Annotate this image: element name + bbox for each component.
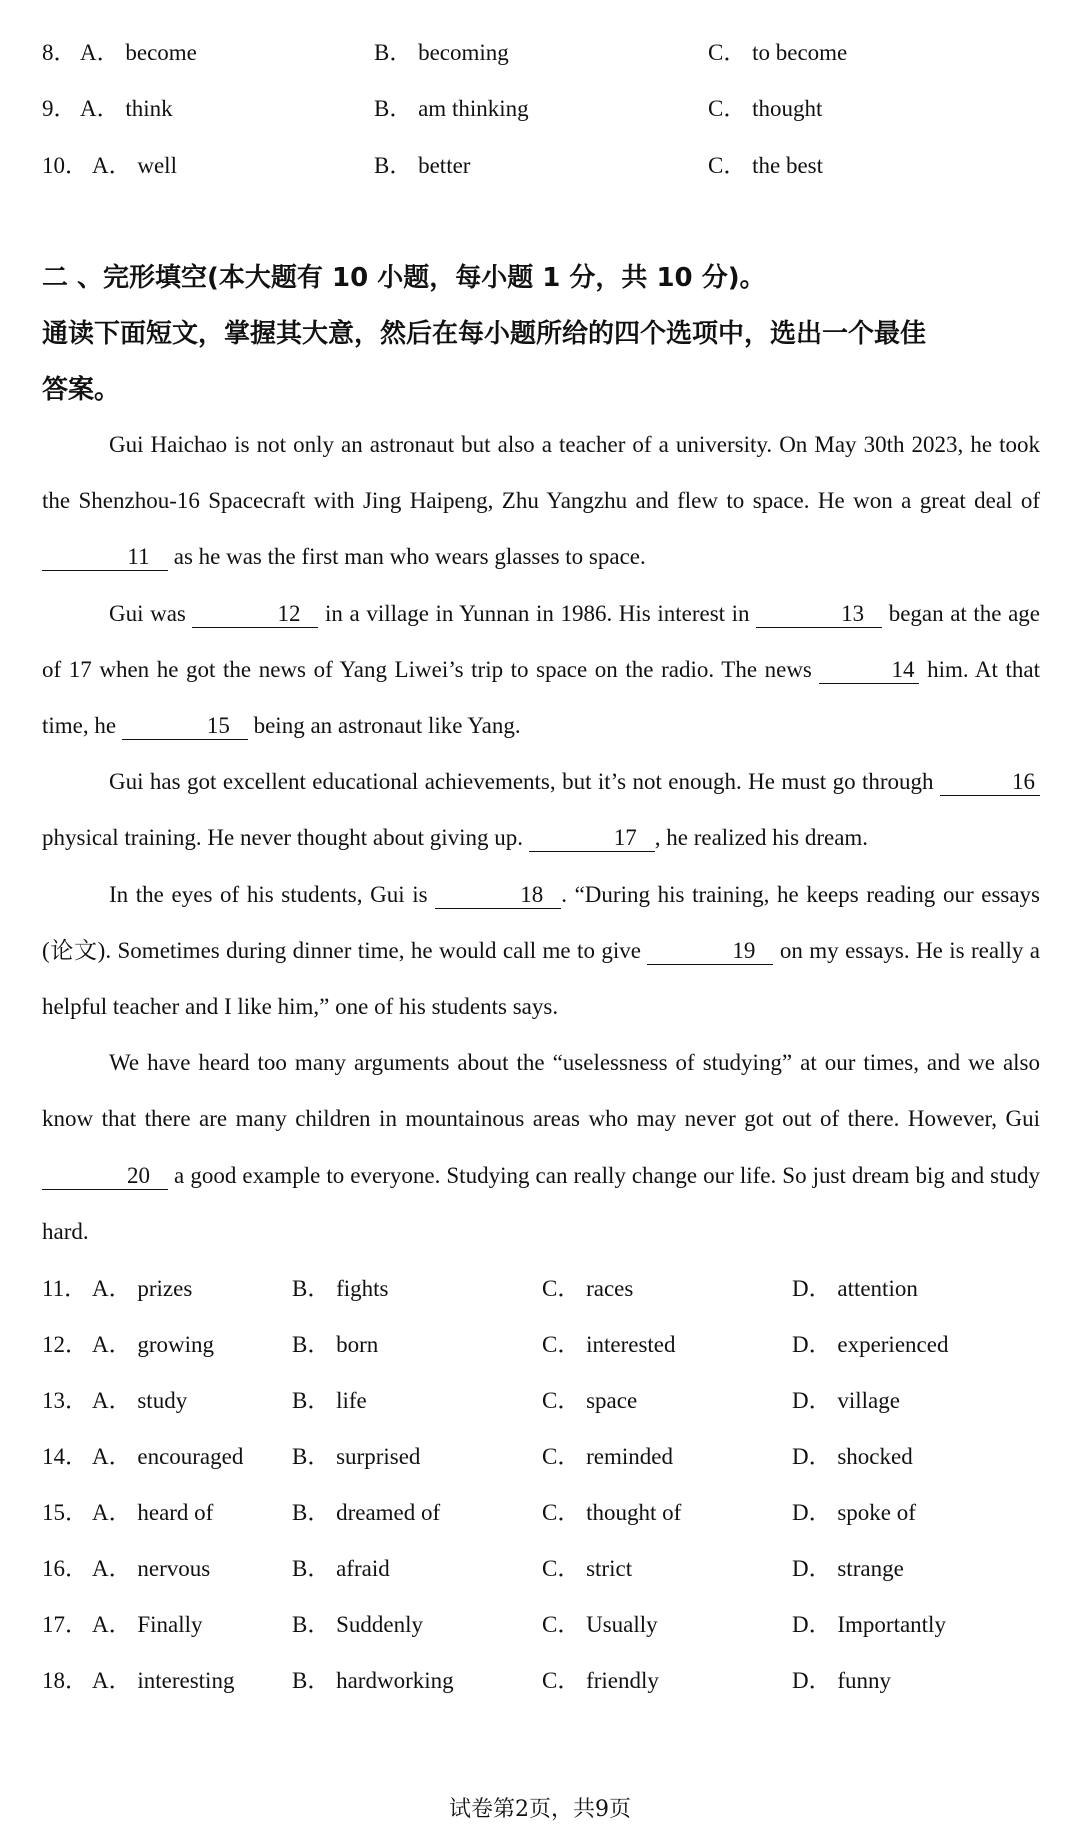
instruction-line-1: 通读下面短文，掌握其大意，然后在每小题所给的四个选项中，选出一个最佳	[42, 319, 927, 349]
page-footer: 试卷第2页，共9页	[449, 1797, 631, 1822]
question-number: 8．	[42, 40, 77, 65]
blank-12: 12	[192, 601, 318, 628]
paragraph-5	[42, 1035, 1040, 1260]
section-instruction	[42, 306, 1042, 418]
option-a: A． interesting	[92, 1668, 235, 1693]
passage-text: began at the age of 17 when he got the news of Yang Liwei’s trip to space on the radio. The news	[42, 600, 1040, 682]
option-a: A． study	[92, 1388, 188, 1413]
option-c: C． races	[542, 1276, 634, 1301]
blank-13: 13	[756, 601, 882, 628]
option-b: B． afraid	[292, 1556, 390, 1581]
option-c: C． the best	[708, 153, 823, 178]
option-c: C． strict	[542, 1556, 633, 1581]
option-c: C． friendly	[542, 1668, 659, 1693]
option-b: B． dreamed of	[292, 1500, 441, 1525]
instruction-line-2: 答案。	[42, 375, 121, 405]
question-number: 13．	[42, 1388, 88, 1413]
paragraph-1	[42, 417, 1040, 586]
question-number: 16．	[42, 1556, 88, 1581]
option-c: C． Usually	[542, 1612, 658, 1637]
option-a: A． Finally	[92, 1612, 203, 1637]
option-c: C． space	[542, 1388, 638, 1413]
paragraph-2	[42, 586, 1040, 755]
option-d: D． attention	[792, 1276, 918, 1301]
passage-text: on my essays. He is really a helpful teacher and I like him,” one of his students says.	[42, 937, 1041, 1020]
blank-20: 20	[42, 1163, 168, 1190]
passage-text: being an astronaut like Yang.	[247, 713, 521, 739]
passage-text: physical training. He never thought about giving up.	[42, 825, 529, 851]
option-d: D． funny	[792, 1668, 892, 1693]
passage-text: Gui was	[109, 600, 193, 626]
blank-19: 19	[647, 938, 773, 965]
option-b: B． fights	[292, 1276, 389, 1301]
option-a: A． well	[92, 153, 177, 178]
question-number: 18．	[42, 1668, 88, 1693]
option-b: B． Suddenly	[292, 1612, 423, 1637]
option-d: D． shocked	[792, 1444, 913, 1469]
passage-text: Gui Haichao is not only an astronaut but also a teacher of a university. On May 30th 2023, he took the Shenzhou-16 Spacecraft with Jing Haipeng, Zhu Yangzhu and flew to space. He won a great deal of	[42, 432, 1040, 514]
passage-text: , he realized his dream.	[654, 825, 869, 851]
question-number: 11．	[42, 1276, 88, 1301]
option-c: C． thought	[708, 96, 823, 121]
option-b: B． surprised	[292, 1444, 421, 1469]
option-a: A． become	[80, 40, 197, 65]
blank-18: 18	[435, 882, 561, 909]
option-b: B． better	[374, 153, 471, 178]
option-b: B． born	[292, 1332, 379, 1357]
blank-15: 15	[122, 713, 248, 740]
question-number: 14．	[42, 1444, 88, 1469]
question-number: 15．	[42, 1500, 88, 1525]
option-a: A． think	[80, 96, 173, 121]
blank-11: 11	[42, 544, 168, 571]
option-c: C． to become	[708, 40, 848, 65]
option-a: A． growing	[92, 1332, 215, 1357]
passage-text: . “During his training, he keeps reading our essays (论文). Sometimes during dinner time, he would call me to give	[42, 881, 1041, 963]
passage-text: him. At that time, he	[42, 656, 1041, 739]
question-number: 17．	[42, 1612, 88, 1637]
option-a: A． heard of	[92, 1500, 214, 1525]
option-c: C． interested	[542, 1332, 676, 1357]
question-number: 9．	[42, 96, 77, 121]
cloze-passage	[42, 417, 1040, 1260]
blank-17: 17	[529, 825, 655, 852]
paragraph-3	[42, 754, 1040, 866]
passage-text: a good example to everyone. Studying can really change our life. So just dream big and study hard.	[42, 1162, 1040, 1244]
question-number: 12．	[42, 1332, 88, 1357]
paragraph-4	[42, 867, 1040, 1036]
option-d: D． village	[792, 1388, 900, 1413]
option-d: D． strange	[792, 1556, 904, 1581]
section-title: 二 、完形填空(本大题有 10 小题，每小题 1 分，共 10 分)。	[42, 263, 766, 293]
option-b: B． am thinking	[374, 96, 529, 121]
passage-text: in a village in Yunnan in 1986. His interest in	[318, 600, 757, 626]
option-a: A． encouraged	[92, 1444, 244, 1469]
option-c: C． thought of	[542, 1500, 682, 1525]
passage-text: In the eyes of his students, Gui is	[109, 881, 436, 907]
blank-16: 16	[940, 769, 1040, 796]
option-a: A． nervous	[92, 1556, 211, 1581]
passage-text: as he was the first man who wears glasses to space.	[168, 544, 646, 570]
blank-14: 14	[819, 657, 919, 684]
question-number: 10．	[42, 153, 88, 178]
passage-text: We have heard too many arguments about the “uselessness of studying” at our times, and we also know that there are many children in mountainous areas who may never got out of there. However, Gui	[42, 1050, 1040, 1132]
option-c: C． reminded	[542, 1444, 673, 1469]
option-d: D． Importantly	[792, 1612, 946, 1637]
option-d: D． experienced	[792, 1332, 949, 1357]
option-a: A． prizes	[92, 1276, 193, 1301]
option-b: B． becoming	[374, 40, 509, 65]
passage-text: Gui has got excellent educational achievements, but it’s not enough. He must go through	[109, 769, 940, 795]
option-b: B． life	[292, 1388, 367, 1413]
option-d: D． spoke of	[792, 1500, 916, 1525]
option-b: B． hardworking	[292, 1668, 454, 1693]
